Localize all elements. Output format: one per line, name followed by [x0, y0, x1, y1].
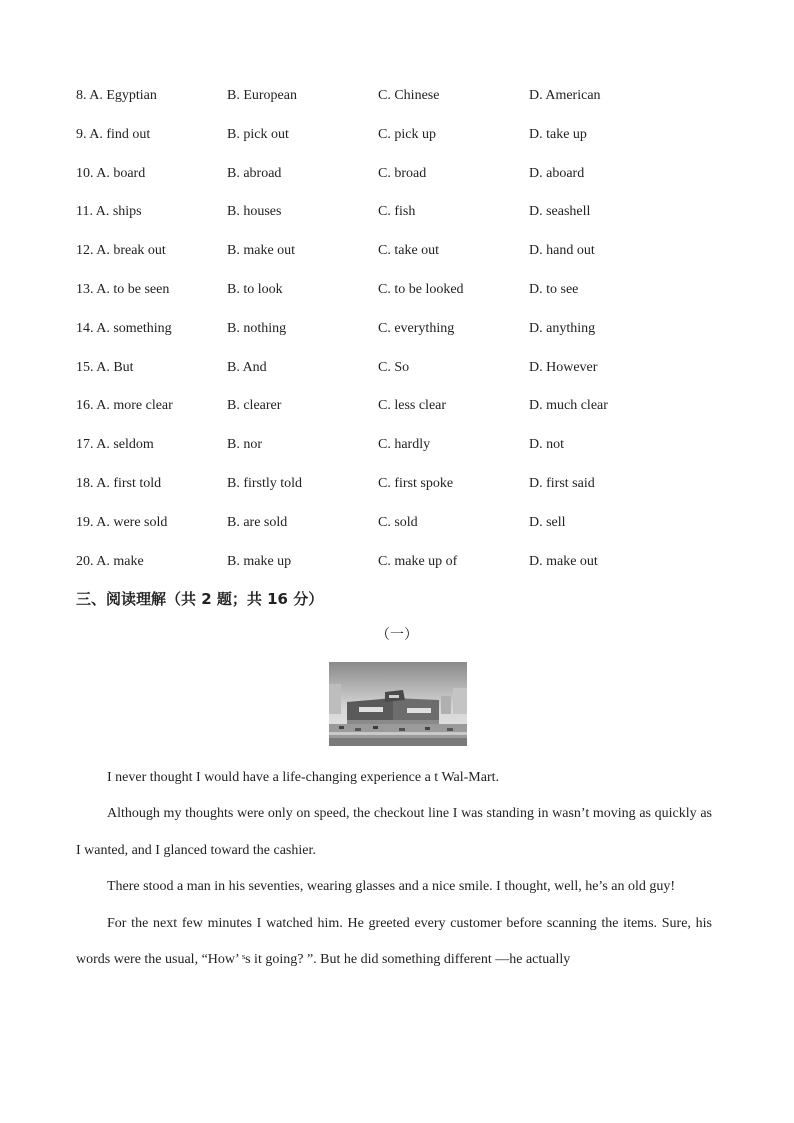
option-b: B. houses [227, 204, 282, 220]
option-c: C. everything [378, 320, 455, 336]
option-c: C. take out [378, 243, 440, 259]
option-a [76, 202, 142, 222]
option-b: B. nor [227, 437, 262, 453]
option-a [76, 319, 172, 339]
option-b: B. European [227, 88, 297, 103]
option-a [76, 552, 144, 572]
option-c: C. broad [378, 165, 427, 181]
question-row [76, 202, 756, 241]
option-b: B. nothing [227, 320, 287, 336]
passage-number: （一） [376, 628, 418, 643]
question-number: 8. [76, 88, 87, 103]
option-d: D. However [529, 359, 598, 375]
question-row [76, 280, 756, 319]
option-a-text: A. were sold [96, 514, 168, 530]
option-a-text: A. to be seen [96, 281, 170, 297]
option-c: C. fish [378, 204, 416, 220]
option-d: D. not [529, 437, 564, 453]
option-d: D. make out [529, 553, 598, 569]
option-b: B. clearer [227, 398, 282, 414]
option-a-text: A. find out [89, 126, 151, 142]
cloze-options-list [76, 86, 756, 590]
question-row [76, 86, 756, 125]
question-number: 16. [76, 398, 94, 414]
question-number: 9. [76, 126, 87, 142]
option-b: B. firstly told [227, 475, 303, 491]
option-a [76, 358, 134, 378]
question-row [76, 241, 756, 280]
option-d: D. to see [529, 281, 579, 297]
question-row [76, 474, 756, 513]
option-a-text: A. But [96, 359, 134, 375]
option-a-text: A. break out [96, 243, 166, 259]
question-row [76, 552, 756, 591]
option-c: C. make up of [378, 553, 458, 569]
paragraph: Although my thoughts were only on speed, the checkout line I was standing in wasn’t moving as quickly as I wanted, and I glanced toward the cashier. [76, 806, 712, 858]
option-c: C. to be looked [378, 281, 464, 297]
question-number: 18. [76, 475, 94, 491]
section-title: 三、阅读理解（共 2 题；共 16 分） [76, 590, 324, 608]
option-c: C. less clear [378, 398, 447, 414]
option-d: D. anything [529, 320, 596, 336]
option-c: C. hardly [378, 437, 431, 453]
question-row [76, 319, 756, 358]
option-d: D. much clear [529, 398, 608, 414]
question-number: 10. [76, 165, 94, 181]
option-b: B. are sold [227, 514, 288, 530]
paragraph: There stood a man in his seventies, wearing glasses and a nice smile. I thought, well, he’s an old guy! [107, 879, 676, 895]
question-number: 19. [76, 514, 94, 530]
question-number: 12. [76, 243, 94, 259]
option-a [76, 280, 169, 300]
question-row [76, 435, 756, 474]
question-number: 17. [76, 437, 94, 453]
option-d: D. take up [529, 126, 587, 142]
option-a [76, 125, 150, 145]
option-b: B. pick out [227, 126, 289, 142]
reading-passage [76, 760, 712, 978]
paragraph: I never thought I would have a life-changing experience a t Wal-Mart. [107, 770, 500, 785]
option-a-text: A. something [96, 320, 172, 336]
option-d: D. first said [529, 475, 595, 491]
option-a [76, 86, 157, 106]
question-number: 15. [76, 359, 94, 375]
option-a [76, 241, 166, 261]
option-c: C. pick up [378, 126, 436, 142]
option-a-text: A. ships [95, 204, 142, 220]
option-a [76, 435, 154, 455]
option-a [76, 396, 173, 416]
walmart-building-photo [329, 662, 467, 746]
question-row [76, 164, 756, 203]
option-c: C. Chinese [378, 88, 440, 103]
option-d: D. seashell [529, 204, 591, 220]
option-d: D. sell [529, 514, 566, 530]
question-number: 11. [76, 204, 93, 220]
option-b: B. abroad [227, 165, 282, 181]
option-d: D. American [529, 88, 601, 103]
option-a [76, 474, 161, 494]
option-c: C. first spoke [378, 475, 454, 491]
question-row [76, 125, 756, 164]
question-number: 20. [76, 553, 94, 569]
option-d: D. aboard [529, 165, 585, 181]
option-b: B. make up [227, 553, 292, 569]
question-row [76, 358, 756, 397]
option-c: C. So [378, 359, 410, 375]
option-b: B. And [227, 359, 267, 375]
question-number: 13. [76, 281, 94, 297]
option-a-text: A. board [96, 165, 146, 181]
option-a-text: A. first told [96, 475, 162, 491]
option-b: B. make out [227, 243, 296, 259]
option-d: D. hand out [529, 243, 595, 259]
option-a-text: A. make [96, 553, 144, 569]
question-row [76, 396, 756, 435]
paragraph: For the next few minutes I watched him. He greeted every customer before scanning the items. Sure, his words were the usual, “How’ ˢs it going? ”. But he did something different —he actually [76, 915, 712, 968]
option-a-text: A. more clear [96, 398, 173, 414]
option-a [76, 164, 145, 184]
option-a [76, 513, 167, 533]
option-a-text: A. Egyptian [89, 88, 157, 103]
option-c: C. sold [378, 514, 418, 530]
question-number: 14. [76, 320, 94, 336]
option-b: B. to look [227, 281, 283, 297]
option-a-text: A. seldom [96, 437, 154, 453]
question-row [76, 513, 756, 552]
